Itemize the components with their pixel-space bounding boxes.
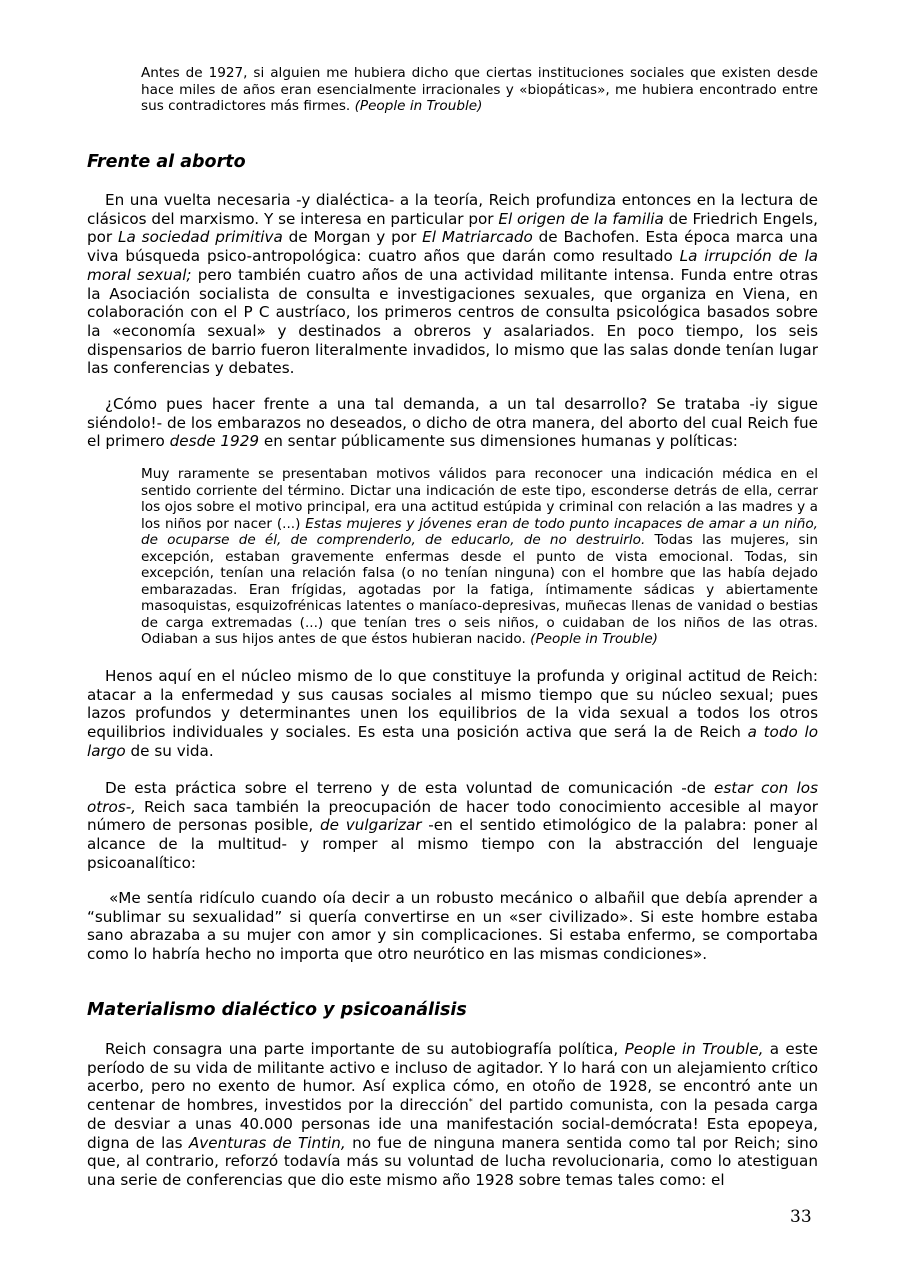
text-run: «Me sentía ridículo cuando oía decir a un robusto mecánico o albañil que debía aprender a “sublimar su sexualidad” si quería convertirse en un «ser civilizado». Si este hombre estaba sano abrazaba a su mujer con amor y sin complicaciones. Si estaba enfermo, se comportaba como lo habría hecho no importa que otro neurótico en las mismas condiciones». xyxy=(87,889,818,964)
paragraph-cita-mecanico xyxy=(87,889,818,964)
text-run: desde 1929 xyxy=(169,432,260,451)
page-number: 33 xyxy=(790,1207,812,1227)
text-run: Reich saca también la preocupación de hacer todo conocimiento accesible al mayor número de personas posible, xyxy=(87,797,818,835)
paragraph-autobiografia xyxy=(87,1040,818,1190)
text-run: pero también cuatro años de una actividad militante intensa. Funda entre otras la Asociación socialista de consulta e investigaciones sexuales, que organiza en Viena, en colaboración con el P C austríaco, los primeros centros de consulta psicológica basados sobre la «economía sexual» y destinados a obreros y asalariados. En poco tiempo, los seis dispensarios de barrio fueron literalmente invadidos, lo mismo que las salas donde tenían lugar las conferencias y debates. xyxy=(87,265,819,378)
text-run: no fue de ninguna manera sentida como tal por Reich; sino que, al contrario, reforzó todavía más su voluntad de lucha revolucionaria, como lo atestiguan una serie de conferencias que dio este mismo año 1928 sobre temas tales como: el xyxy=(87,1133,819,1189)
text-run: * xyxy=(468,1097,473,1107)
text-run: La sociedad primitiva xyxy=(118,228,283,247)
paragraph-practica xyxy=(87,779,818,873)
block-quote-intro xyxy=(141,65,818,115)
text-run: en sentar públicamente sus dimensiones humanas y políticas: xyxy=(259,432,738,451)
text-run: Aventuras de Tintin, xyxy=(188,1133,346,1152)
text-run: Antes de 1927, si alguien me hubiera dicho que ciertas instituciones sociales que existen desde hace miles de años eran esencialmente irracionales y «biopáticas», me hubiera encontrado entre sus contradictores más firmes. xyxy=(141,65,818,114)
text-run: de Friedrich Engels, por xyxy=(87,209,818,247)
paragraph-demanda xyxy=(87,395,818,451)
text-run: ¿Cómo pues hacer frente a una tal demanda, a un tal desarrollo? Se trataba -iy sigue siéndolo!- de los embarazos no deseados, o dicho de otra manera, del aborto del cual Reich fue el primero xyxy=(87,395,818,451)
section-heading-aborto: Frente al aborto xyxy=(87,152,246,172)
text-run: del partido comunista, con la pesada carga de desviar a unas 40.000 personas ide una manifestación social-demócrata! Esta epopeya, digna de las xyxy=(87,1096,819,1152)
text-run: La irrupción de la moral sexual; xyxy=(87,247,818,284)
text-run: de su vida. xyxy=(125,741,214,760)
text-run: People in Trouble, xyxy=(624,1040,764,1058)
text-run: Todas las mujeres, sin excepción, estaban gravemente enfermas desde el punto de vista emocional. Todas, sin excepción, tenían una relación falsa (o no tenían ninguna) con el hombre que las había dejado embarazadas. Eran frígidas, agotadas por la fatiga, íntimamente sádicas y abiertamente masoquistas, esquizofrénicas latentes o maníaco-depresivas, muñecas llenas de vanidad o bestias de carga extremadas (...) que tenían tres o seis niños, o cuidaban de los niños de las otras. Odiaban a sus hijos antes de que éstos hubieran nacido. xyxy=(141,532,818,647)
text-run: El Matriarcado xyxy=(422,228,533,247)
text-run: Henos aquí en el núcleo mismo de lo que constituye la profunda y original actitud de Reich: atacar a la enfermedad y sus causas sociales al mismo tiempo que su núcleo sexual; pues lazos profundos y determinantes unen los equilibrios de la vida sexual a todos los otros equilibrios individuales y sociales. Es esta una posición activa que será la de Reich xyxy=(87,667,818,742)
text-run: (People in Trouble) xyxy=(354,98,483,114)
section-heading-materialismo: Materialismo dialéctico y psicoanálisis xyxy=(87,1000,467,1020)
text-run: El origen de la familia xyxy=(498,209,664,228)
text-run: estar con los otros-, xyxy=(87,779,818,816)
text-run: de Bachofen. Esta época marca una viva búsqueda psico-antropológica: cuatro años que darán como resultado xyxy=(87,228,818,266)
text-run: a todo lo largo xyxy=(87,723,818,760)
text-run: (People in Trouble) xyxy=(530,631,658,647)
block-quote-abortion xyxy=(141,466,818,648)
text-run: -en el sentido etimológico de la palabra: poner al alcance de la multitud- y romper al mismo tiempo con la abstracción del lenguaje psicoanalítico: xyxy=(87,816,818,872)
text-run: Reich consagra una parte importante de su autobiografía política, xyxy=(105,1040,625,1058)
text-run: de Morgan y por xyxy=(282,228,423,247)
text-run: a este período de su vida de militante activo e incluso de agitador. Y lo hará con un alejamiento crítico acerbo, pero no exento de humor. Así explica cómo, en otoño de 1928, se encontró ante un centenar de hombres, investidos por la dirección xyxy=(87,1040,818,1115)
text-run: En una vuelta necesaria -y dialéctica- a la teoría, Reich profundiza entonces en la lectura de clásicos del marxismo. Y se interesa en particular por xyxy=(87,191,818,228)
text-run: Muy raramente se presentaban motivos válidos para reconocer una indicación médica en el sentido corriente del término. Dictar una indicación de este tipo, esconderse detrás de ella, cerrar los ojos sobre el motivo principal, era una actitud estúpida y criminal con relación a las madres y a los niños por nacer (...) xyxy=(141,466,818,532)
paragraph-nucleo xyxy=(87,667,818,761)
paragraph-teoria xyxy=(87,191,818,378)
text-run: De esta práctica sobre el terreno y de esta voluntad de comunicación -de xyxy=(105,779,715,797)
text-run: de vulgarizar xyxy=(320,816,422,835)
text-run: Estas mujeres y jóvenes eran de todo punto incapaces de amar a un niño, de ocuparse de él, de comprenderlo, de educarlo, de no destruirlo. xyxy=(141,515,818,548)
